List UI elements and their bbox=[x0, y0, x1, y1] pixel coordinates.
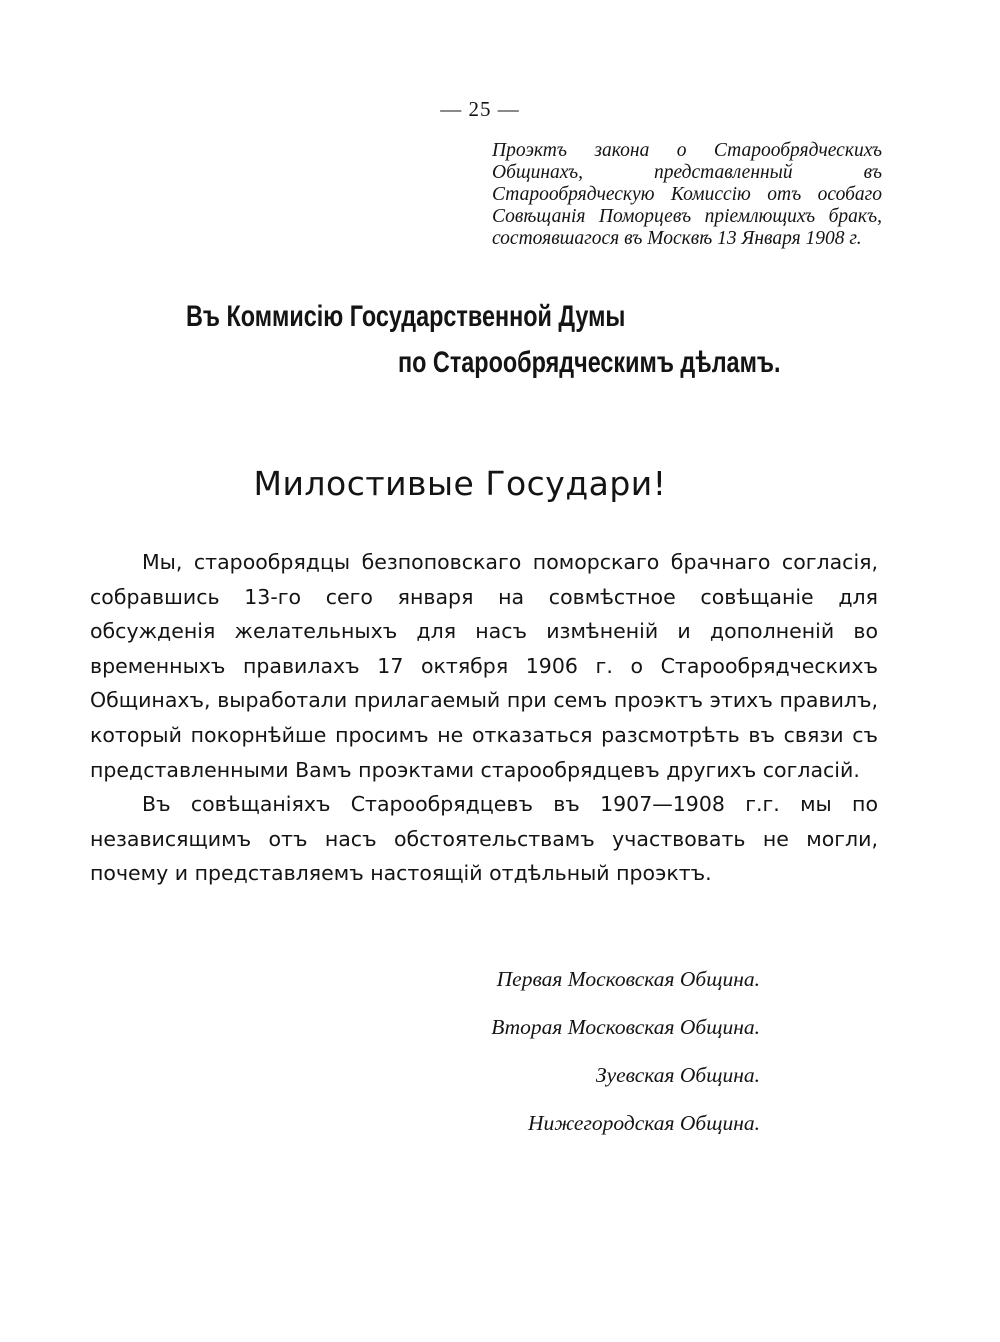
salutation: Милостивые Государи! bbox=[253, 464, 667, 503]
address-line-2: по Старообрядческимъ дѣламъ. bbox=[398, 346, 781, 379]
signature-line: Зуевская Община. bbox=[595, 1063, 760, 1087]
signature-line: Первая Московская Община. bbox=[496, 967, 760, 991]
body-paragraph: Мы, старообрядцы безпоповскаго поморскаго брачнаго согласія, собравшись 13-го сего января на совмѣстное совѣщаніе для обсужденія желательныхъ для насъ измѣненій и дополненій во временныхъ правилахъ 17 октября 1906 г. о Старообрядческихъ Общинахъ, выработали прилагаемый при семъ проэктъ этихъ правилъ, который покорнѣйше просимъ не отказаться разсмотрѣть въ связи съ представленными Вамъ проэктами старообрядцевъ другихъ согласій. bbox=[90, 550, 878, 782]
signature-line: Нижегородская Община. bbox=[527, 1111, 760, 1135]
signature-line: Вторая Московская Община. bbox=[491, 1015, 760, 1039]
page-number: — 25 — bbox=[440, 97, 520, 121]
body-paragraph: Въ совѣщаніяхъ Старообрядцевъ въ 1907—1908 г.г. мы по независящимъ отъ насъ обстоятельствамъ участвовать не могли, почему и представляемъ настоящій отдѣльный проэктъ. bbox=[90, 792, 878, 886]
header-note: Проэктъ закона о Старообрядческихъ Общинахъ, представленный въ Старообрядческую Комиссію отъ особаго Совѣщанія Поморцевъ пріемлющихъ бракъ, состоявшагося въ Москвѣ 13 Января 1908 г. bbox=[492, 140, 882, 249]
body-text bbox=[90, 545, 878, 891]
signatures bbox=[400, 955, 760, 1147]
address-line-1: Въ Коммисію Государственной Думы bbox=[186, 300, 626, 333]
